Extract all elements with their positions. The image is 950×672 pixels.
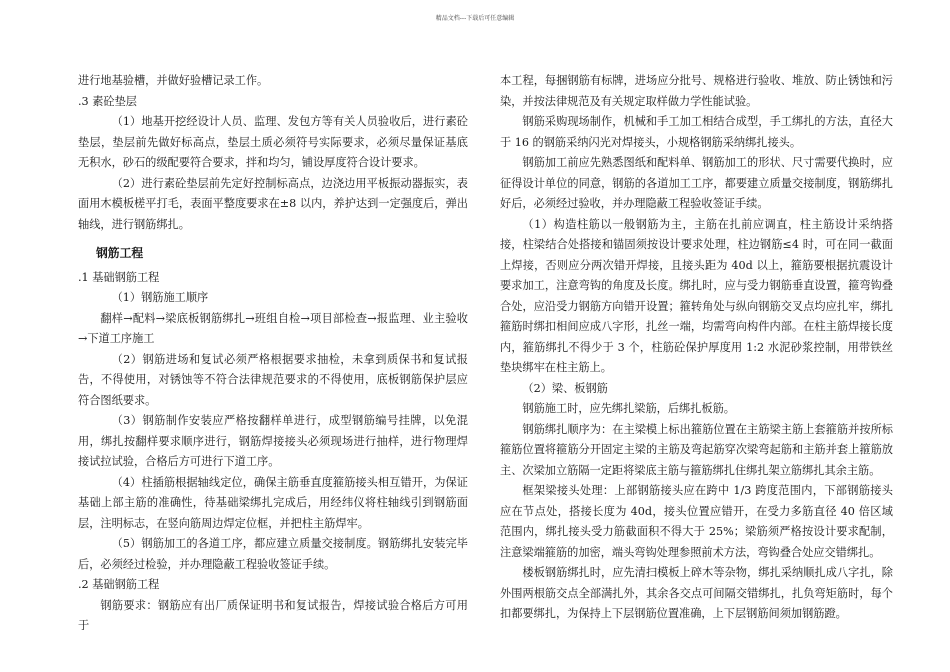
section-heading: .1 基础钢筋工程: [78, 270, 160, 284]
left-column: [78, 71, 468, 637]
subsection-heading: （1）钢筋施工顺序: [111, 291, 209, 304]
paragraph: 楼板钢筋绑扎时，应先清扫模板上碎木等杂物，绑扎采纳顺扎成八字扎，除外围两根筋交点全部满扎外，其余各交点可间隔交错绑扎，扎负弯矩筋时，每个扣都要绑扎，为保持上下层钢筋位置准确，上下层钢筋间须加钢筋蹬。: [500, 566, 893, 620]
paragraph: （2）进行素砼垫层前先定好控制标高点，边浇边用平板振动器振实，表面用木模板槎平打毛，表面平整度要求在±8 以内，养护达到一定强度后，弹出轴线，进行钢筋绑扎。: [78, 176, 468, 231]
paragraph: 钢筋要求：钢筋应有出厂质保证明书和复试报告，焊接试验合格后方可用于: [78, 598, 468, 632]
paragraph: （2）钢筋进场和复试必须严格根据要求抽检，未拿到质保书和复试报告，不得使用，对锈蚀等不符合法律规范要求的不得使用，底板钢筋保护层应符合图纸要求。: [78, 352, 468, 407]
paragraph: （1）构造柱筋以一般钢筋为主，主筋在扎前应调直，柱主筋设计采纳搭接，柱梁结合处搭接和锚固须按设计要求处理，柱边钢筋≤4 时，可在同一截面上焊接，否则应分两次错开焊接，且接头距为 40d 以上，箍筋要根据抗震设计要求加工，注意弯钩的角度及长度。绑扎时，应与受力钢筋垂直设置，箍弯钩叠合处，应沿受力钢筋方向错开设置；箍转角处与纵向钢筋交叉点均应扎牢，绑扎箍筋时绑扣相间应成八字形，扎丝一端，均需弯向构件内部。在柱主筋焊接长度内，箍筋绑扎不得少于 3 个，柱筋砼保护厚度用 1:2 水泥砂浆控制，用带铁丝垫块绑牢在柱主筋上。: [500, 217, 893, 374]
paragraph: 翻样→配料→梁底板钢筋绑扎→班组自检→项目部检查→报监理、业主验收→下道工序施工: [78, 311, 468, 345]
paragraph: 钢筋绑扎顺序为：在主梁模上标出箍筋位置在主筋梁主筋上套箍筋并按所标箍筋位置将箍筋分开固定主梁的主筋及弯起筋穿次梁弯起筋和主筋并套上箍筋放主、次梁加立筋隔一定距将梁底主筋与箍筋绑扎住绑扎架立筋绑扎其余主筋。: [500, 422, 893, 477]
paragraph: 进行地基验槽，并做好验槽记录工作。: [78, 74, 269, 87]
right-column: [500, 71, 893, 625]
paragraph: （3）钢筋制作安装应严格按翻样单进行，成型钢筋编号挂牌，以免混用，绑扎按翻样要求顺序进行，钢筋焊接接头必须现场进行抽样，进行物理焊接试拉试验，合格后方可进行下道工序。: [78, 414, 468, 468]
section-heading: .3 素砼垫层: [78, 94, 137, 108]
paragraph: 钢筋施工时，应先绑扎梁筋，后绑扎板筋。: [522, 402, 735, 415]
paragraph: 钢筋加工前应先熟悉图纸和配料单、钢筋加工的形状、尺寸需要代换时，应征得设计单位的同意，钢筋的各道加工工序，都要建立质量交接制度，钢筋绑扎好后，必须经过验收，并办理隐蔽工程验收签证手续。: [500, 156, 893, 210]
paragraph: （1）地基开挖经设计人员、监理、发包方等有关人员验收后，进行素砼垫层，垫层前先做好标高点，垫层土质必须符号实际要求，必须尽量保证基底无积水，砂石的级配要符合要求，拌和均匀，铺设厚度符合设计要求。: [78, 115, 468, 169]
paragraph: 本工程，每捆钢筋有标牌，进场应分批号、规格进行验收、堆放、防止锈蚀和污染，并按法律规范及有关规定取样做力学性能试验。: [500, 74, 893, 108]
chapter-heading: 钢筋工程: [96, 246, 144, 260]
section-heading: .2 基础钢筋工程: [78, 578, 160, 591]
page-header: 精品文档---下载后可任意编辑: [435, 15, 515, 22]
paragraph: （4）柱插筋根据轴线定位，确保主筋垂直度箍筋接头相互错开，为保证基础上部主筋的准确性，待基础梁绑扎完成后，用经纬仪将柱轴线引到钢筋面层，注明标志，在竖向筋周边焊定位框，并把柱主筋焊牢。: [78, 475, 468, 530]
subsection-heading: （2）梁、板钢筋: [522, 381, 608, 395]
paragraph: 钢筋采购现场制作，机械和手工加工相结合成型，手工绑扎的方法，直径大于 16 的钢筋采纳闪光对焊接头，小规格钢筋采纳绑扎接头。: [500, 115, 893, 149]
paragraph: 框架梁接头处理：上部钢筋接头应在跨中 1/3 跨度范围内，下部钢筋接头应在节点处，搭接长度为 40d，接头位置应错开，在受力多筋直径 40 倍区域范围内，绑扎接头受力筋截面积不得大于 25%；梁筋须严格按设计要求配制，注意梁端箍筋的加密，端头弯钩处理参照前术方法，弯钩叠合处应交错绑扎。: [500, 484, 893, 559]
paragraph: （5）钢筋加工的各道工序，都应建立质量交接制度。钢筋绑扎安装完毕后，必须经过检验，并办理隐蔽工程验收签证手续。: [78, 537, 468, 571]
